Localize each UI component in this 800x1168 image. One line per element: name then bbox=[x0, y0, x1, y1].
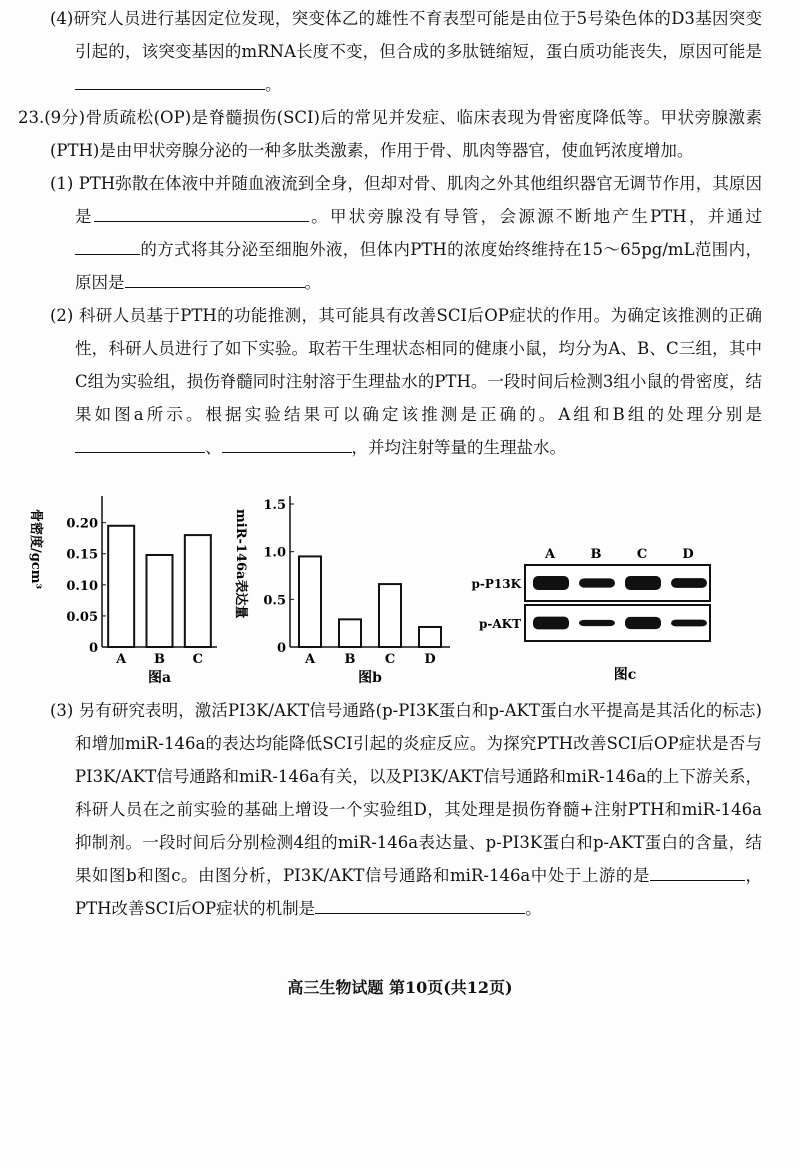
y-tick-label: 1.5 bbox=[263, 498, 286, 513]
answer-blank[interactable] bbox=[315, 895, 525, 914]
bar-D bbox=[419, 627, 441, 647]
y-tick-label: 0.05 bbox=[66, 609, 98, 625]
lane-label: A bbox=[544, 547, 556, 562]
y-tick-label: 1.0 bbox=[263, 545, 286, 561]
bar-A bbox=[108, 526, 134, 647]
figure-caption: 图a bbox=[147, 670, 172, 686]
row-label: p-P13K bbox=[471, 577, 521, 591]
figure-row bbox=[0, 489, 800, 694]
question-23-3 bbox=[50, 694, 762, 925]
question-23-2 bbox=[50, 299, 762, 464]
x-tick-label: D bbox=[424, 652, 436, 667]
answer-blank[interactable] bbox=[75, 236, 140, 255]
bar-C bbox=[185, 535, 211, 647]
x-tick-label: A bbox=[304, 652, 316, 667]
bar-A bbox=[299, 556, 321, 647]
x-tick-label: A bbox=[116, 652, 127, 667]
question-text: ，并均注射等量的生理盐水。 bbox=[351, 438, 566, 457]
figure-a bbox=[30, 489, 230, 689]
y-axis-label: miR-146a表达量 bbox=[233, 509, 248, 619]
x-tick-label: B bbox=[154, 652, 165, 667]
blot-band bbox=[671, 620, 707, 627]
answer-blank[interactable] bbox=[125, 269, 305, 288]
blot-band bbox=[533, 576, 569, 590]
x-tick-label: C bbox=[384, 652, 396, 667]
answer-blank[interactable] bbox=[650, 862, 745, 881]
bar-B bbox=[339, 619, 361, 647]
bar-B bbox=[147, 555, 173, 647]
question-text: 。 bbox=[525, 899, 542, 918]
answer-blank[interactable] bbox=[75, 434, 205, 453]
question-text: (1) PTH弥散在体液中并随血液流到全身，但却对骨、肌肉之外其他组织器官无调节作用，其原因是 bbox=[50, 174, 762, 226]
question-text: (4)研究人员进行基因定位发现，突变体乙的雄性不育表型可能是由位于5号染色体的D3基因突变引起的，该突变基因的mRNA长度不变，但合成的多肽链缩短，蛋白质功能丧失，原因可能是 bbox=[50, 9, 762, 61]
lane-label: B bbox=[590, 547, 602, 562]
y-tick-label: 0 bbox=[88, 641, 98, 656]
blot-band bbox=[533, 617, 569, 630]
answer-blank[interactable] bbox=[94, 203, 309, 222]
question-text: 。甲状旁腺没有导管，会源源不断地产生PTH，并通过 bbox=[308, 207, 763, 226]
lane-label: C bbox=[636, 547, 648, 562]
figure-caption: 图c bbox=[613, 667, 637, 683]
question-text: (3) 另有研究表明，激活PI3K/AKT信号通路(p-PI3K蛋白和p-AKT蛋白水平提高是其活化的标志)和增加miR-146a的表达均能降低SCI引起的炎症反应。为探究PTH改善SCI后OP症状是否与PI3K/AKT信号通路和miR-146a有关，以及PI3K/AKT信号通路和miR-146a的上下游关系，科研人员在之前实验的基础上增设一个实验组D，其处理是损伤脊髓+注射PTH和miR-146a抑制剂。一段时间后分别检测4组的miR-146a表达量、p-PI3K蛋白和p-AKT蛋白的含量，结果如图b和图c。由图分析，PI3K/AKT信号通路和miR-146a中处于上游的是 bbox=[50, 701, 762, 885]
y-tick-label: 0.15 bbox=[66, 547, 98, 563]
blot-band bbox=[625, 617, 661, 629]
row-label: p-AKT bbox=[478, 617, 521, 631]
blot-band bbox=[579, 620, 615, 626]
question-text: (2) 科研人员基于PTH的功能推测，其可能具有改善SCI后OP症状的作用。为确定该推测的正确性，科研人员进行了如下实验。取若干生理状态相同的健康小鼠，均分为A、B、C三组，其中C组为实验组，损伤脊髓同时注射溶于生理盐水的PTH。一段时间后检测3组小鼠的骨密度，结果如图a所示。根据实验结果可以确定该推测是正确的。A组和B组的处理分别是 bbox=[50, 306, 762, 424]
y-tick-label: 0.10 bbox=[66, 578, 98, 594]
page-footer: 高三生物试题 第10页(共12页) bbox=[287, 978, 513, 997]
x-tick-label: B bbox=[344, 652, 356, 667]
lane-label: D bbox=[682, 547, 694, 562]
question-23-1 bbox=[50, 167, 762, 299]
question-text: ，PTH改善SCI后OP症状的机制是 bbox=[75, 866, 763, 918]
figure-c bbox=[465, 534, 725, 689]
y-axis-label: 骨密度/gcm³ bbox=[28, 509, 43, 590]
blot-band bbox=[579, 578, 615, 587]
bar-C bbox=[379, 584, 401, 647]
answer-blank[interactable] bbox=[75, 71, 265, 90]
blot-band bbox=[671, 578, 707, 588]
question-23-intro: 23.(9分)骨质疏松(OP)是脊髓损伤(SCI)后的常见并发症、临床表现为骨密度降低等。甲状旁腺激素(PTH)是由甲状旁腺分泌的一种多肽类激素，作用于骨、肌肉等器官，使血钙浓度增加。 bbox=[18, 108, 762, 160]
figure-caption: 图b bbox=[358, 670, 382, 686]
answer-blank[interactable] bbox=[222, 434, 352, 453]
question-text: 的方式将其分泌至细胞外液，但体内PTH的浓度始终维持在15～65pg/mL范围内，原因是 bbox=[75, 240, 762, 292]
y-tick-label: 0.20 bbox=[66, 516, 98, 532]
x-tick-label: C bbox=[192, 652, 204, 667]
question-22-4 bbox=[50, 2, 762, 101]
blot-band bbox=[625, 576, 661, 590]
y-tick-label: 0 bbox=[276, 641, 286, 656]
question-text: 。 bbox=[304, 273, 321, 292]
figure-b bbox=[235, 489, 460, 689]
question-text: 、 bbox=[205, 438, 222, 457]
question-text: 。 bbox=[265, 75, 282, 94]
y-tick-label: 0.5 bbox=[263, 593, 286, 609]
